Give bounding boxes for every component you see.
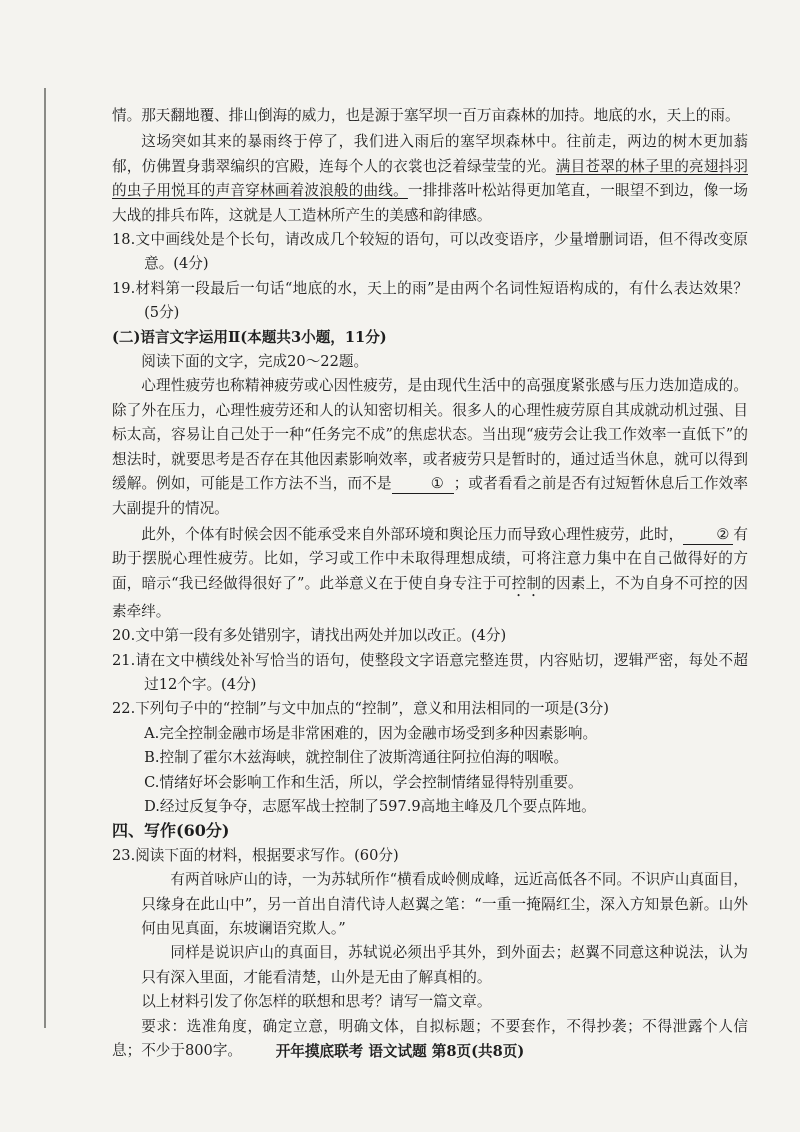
- s2-p1-end: ；或者看看之前是否有过短暂休息后工作效率大副提升的情况。: [112, 475, 748, 517]
- material-paragraph-2: 同样是说识庐山的真面目，苏轼说必须出乎其外，到外面去；赵翼不同意这种说法，认为只有深入里面，才能看清楚，山外是无由了解真相的。: [141, 944, 748, 986]
- material-paragraph-3: 以上材料引发了你怎样的联想和思考？请写一篇文章。: [141, 993, 492, 1011]
- question-18: 18.文中画线处是个长句，请改成几个较短的语句，可以改变语序，少量增删词语，但不得改变原意。(4分): [112, 231, 748, 273]
- writing-requirements: 要求：选准角度，确定立意，明确文体，自拟标题；不要套作，不得抄袭；不得泄露个人信息；不少于800字。: [112, 1017, 748, 1060]
- question-20: 20.文中第一段有多处错别字，请找出两处并加以改正。(4分): [112, 627, 507, 645]
- question-19: 19.材料第一段最后一句话“地底的水，天上的雨”是由两个名词性短语构成的，有什么表达效果？(5分): [112, 279, 748, 322]
- passage-paragraph-2: [112, 130, 748, 228]
- passage-p2-end: 一排排落叶松站得更加笔直，一眼望不到边，像一场大战的排兵布阵，这就是人工造林所产生的美感和韵律感。: [112, 182, 748, 224]
- question-22: 22.下列句子中的“控制”与文中加点的“控制”，意义和用法相同的一项是(3分): [112, 700, 609, 718]
- blank-2: ②: [683, 526, 733, 545]
- section-2-intro: 阅读下面的文字，完成20～22题。: [141, 353, 369, 371]
- option-a: A.完全控制金融市场是非常困难的，因为金融市场受到多种因素影响。: [144, 724, 598, 742]
- s2-p2-start: 此外，个体有时候会因不能承受来自外部环境和舆论压力而导致心理性疲劳，此时，: [141, 525, 684, 543]
- dotted-word-control: 控制: [511, 574, 542, 592]
- option-c: C.情绪好坏会影响工作和生活，所以，学会控制情绪显得特别重要。: [144, 773, 583, 791]
- material-paragraph-1: 有两首咏庐山的诗，一为苏轼所作“横看成岭侧成峰，远近高低各不同。不识庐山真面目，只缘身在此山中”，另一首出自清代诗人赵翼之笔：“一重一掩隔红尘，深入方知景色新。山外何由见真面，东坡谰语究欺人。”: [141, 871, 748, 937]
- section-4-title: 四、写作(60分): [112, 821, 230, 841]
- exam-page: [112, 104, 748, 1063]
- passage-paragraph-1: 情。那天翻地覆、排山倒海的威力，也是源于塞罕坝一百万亩森林的加持。地底的水，天上的雨。: [112, 107, 740, 124]
- s2-p2-mid: 有助于摆脱心理性疲劳。比如，学习或工作中未取得理想成绩，可将注意力集中在自己做得好的方面，暗示“我已经做得很好了”。此举意义在于使自身专注于可: [112, 525, 748, 592]
- s2-p1-start: 心理性疲劳也称精神疲劳或心因性疲劳，是由现代生活中的高强度紧张感与压力迭加造成的。除了外在压力，心理性疲劳还和人的认知密切相关。很多人的心理性疲劳原自其成就动机过强、目标太高，容易让自己处于一种“任务完不成”的焦虑状态。当出现“疲劳会让我工作效率一直低下”的想法时，就要思考是否存在其他因素影响效率，或者疲劳只是暂时的，通过适当休息，就可以得到缓解。例如，可能是工作方法不当，而不是: [112, 377, 748, 493]
- blank-1: ①: [392, 475, 454, 494]
- question-21: 21.请在文中横线处补写恰当的语句，使整段文字语意完整连贯，内容贴切，逻辑严密，每处不超过12个字。(4分): [112, 651, 748, 693]
- question-23: 23.阅读下面的材料，根据要求写作。(60分): [112, 846, 399, 864]
- option-d: D.经过反复争夺，志愿军战士控制了597.9高地主峰及几个要点阵地。: [144, 797, 596, 815]
- section-2-title: (二)语言文字运用Ⅱ(本题共3小题，11分): [112, 328, 387, 346]
- page-footer: 开年摸底联考 语文试题 第8页(共8页): [275, 1043, 525, 1060]
- underlined-long-sentence: 满目苍翠的林子里的亮翅抖羽的虫子用悦耳的声音穿林画着波浪般的曲线。: [112, 157, 748, 200]
- passage-p2-start: 这场突如其来的暴雨终于停了，我们进入雨后的塞罕坝森林中。往前走，两边的树木更加蓊郁，仿佛置身翡翠编织的宫殿，连每个人的衣裳也泛着绿莹莹的光。: [112, 133, 748, 175]
- option-b: B.控制了霍尔木兹海峡，就控制住了波斯湾通往阿拉伯海的咽喉。: [144, 749, 569, 767]
- section-2-paragraph-1: [112, 374, 748, 520]
- scan-edge-line: [44, 88, 46, 1028]
- section-2-paragraph-2: [112, 523, 748, 624]
- s2-p2-end: 的因素上，不为自身不可控的因素牵绊。: [112, 574, 748, 620]
